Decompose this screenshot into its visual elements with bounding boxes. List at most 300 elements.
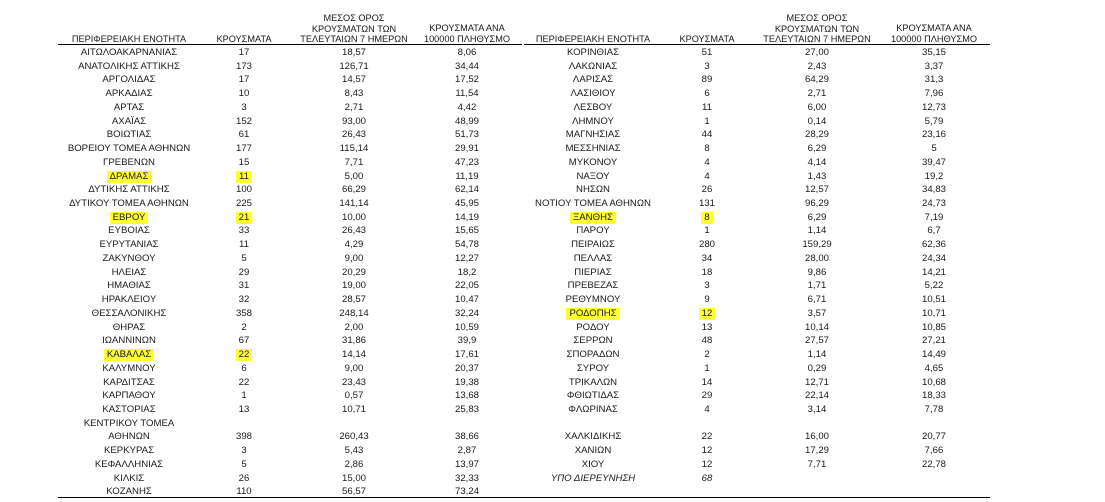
cell-cases: 100	[235, 184, 252, 196]
cell-avg7: 64,29	[804, 74, 829, 86]
cell-per100k: 6,7	[927, 225, 941, 237]
cell-per100k: 39,47	[921, 156, 946, 168]
cell-cases: 225	[235, 198, 252, 210]
cell-per100k: 5	[931, 143, 937, 155]
cell-cases: 18	[701, 266, 713, 278]
cell-avg7: 5,00	[344, 170, 364, 182]
cell-avg7	[758, 417, 876, 431]
cell-region: ΚΑΡΔΙΤΣΑΣ	[103, 376, 155, 388]
cell-avg7	[758, 472, 876, 486]
cell-cases: 1	[241, 390, 247, 402]
cell-cases: 26	[238, 472, 250, 484]
cell-cases: 4	[704, 403, 710, 415]
cell-avg7: 2,71	[807, 88, 827, 100]
cell-region: ΔΡΑΜΑΣ	[58, 170, 200, 184]
cell-cases: 2	[704, 349, 710, 361]
table-row	[0, 46, 1105, 60]
cell-region: ΝΑΞΟΥ	[576, 170, 610, 182]
cell-region: ΚΑΣΤΟΡΙΑΣ	[102, 403, 156, 415]
cell-per100k: 34,83	[921, 184, 946, 196]
cell-region: ΥΠΟ ΔΙΕΡΕΥΝΗΣΗ	[550, 472, 636, 484]
cell-cases: 29	[701, 390, 713, 402]
header-region-right: ΠΕΡΙΦΕΡΕΙΑΚΗ ΕΝΟΤΗΤΑ	[535, 34, 651, 44]
cell-avg7: 19,00	[341, 280, 366, 292]
cell-cases: 11	[239, 239, 249, 251]
cell-region: ΛΑΡΙΣΑΣ	[572, 74, 614, 86]
cell-region: ΧΑΛΚΙΔΙΚΗΣ	[564, 431, 622, 443]
cell-per100k: 23,16	[921, 129, 946, 141]
cell-avg7: 2,43	[807, 60, 827, 72]
cell-cases: 8	[664, 211, 750, 225]
cell-per100k: 2,87	[457, 445, 477, 457]
cell-per100k: 4,42	[457, 101, 477, 113]
table-row	[0, 307, 1105, 321]
cell-cases: 34	[701, 252, 713, 264]
table-row	[0, 472, 1105, 486]
cell-region: ΓΡΕΒΕΝΩΝ	[103, 156, 155, 168]
cell-avg7: 260,43	[339, 431, 369, 443]
cell-avg7: 22,14	[804, 390, 829, 402]
cell-cases: 8	[704, 143, 710, 155]
cell-per100k: 35,15	[921, 47, 946, 58]
header-cases-left: ΚΡΟΥΣΜΑΤΑ	[216, 34, 272, 44]
cell-cases: 177	[235, 143, 252, 155]
cell-region: ΙΩΑΝΝΙΝΩΝ	[102, 335, 156, 347]
cell-per100k: 7,96	[924, 88, 944, 100]
cell-region: ΡΟΔΟΠΗΣ	[522, 307, 664, 321]
cell-per100k: 10,68	[921, 376, 946, 388]
cell-avg7: 10,71	[341, 403, 366, 415]
cell-region: ΤΡΙΚΑΛΩΝ	[568, 376, 618, 388]
table-row	[0, 211, 1105, 225]
cell-per100k: 10,59	[454, 321, 479, 333]
cell-avg7: 12,71	[804, 376, 829, 388]
cell-per100k: 24,73	[921, 198, 946, 210]
cell-avg7: 27,00	[804, 47, 829, 58]
cell-cases: 17	[238, 47, 250, 58]
cell-avg7: 8,43	[344, 88, 364, 100]
cell-region: ΛΑΚΩΝΙΑΣ	[568, 60, 618, 72]
cell-per100k: 62,36	[921, 239, 946, 251]
bottom-rule	[58, 497, 990, 498]
cell-region: ΑΘΗΝΩΝ	[108, 431, 150, 443]
cell-per100k: 45,95	[454, 198, 479, 210]
cell-avg7: 9,00	[344, 252, 364, 264]
cell-cases: 3	[241, 101, 247, 113]
cell-cases: 11	[200, 170, 288, 184]
cell-per100k: 39,9	[457, 335, 477, 347]
cell-region: ΚΑΡΠΑΘΟΥ	[102, 390, 156, 402]
cell-cases: 22	[701, 431, 713, 443]
cell-per100k: 14,21	[921, 266, 946, 278]
cell-per100k: 7,19	[924, 211, 944, 223]
cell-cases: 12	[664, 307, 750, 321]
cell-per100k: 4,65	[924, 362, 944, 374]
cell-region: ΒΟΡΕΙΟΥ ΤΟΜΕΑ ΑΘΗΝΩΝ	[67, 143, 191, 155]
cell-avg7: 115,14	[339, 143, 369, 155]
cell-avg7: 9,86	[807, 266, 827, 278]
header-rule-right	[524, 44, 990, 45]
cell-cases: 173	[235, 60, 252, 72]
table-row	[0, 430, 1105, 444]
cell-per100k: 24,34	[921, 252, 946, 264]
table-row	[0, 458, 1105, 472]
cell-per100k: 14,49	[921, 349, 946, 361]
cell-per100k: 19,38	[454, 376, 479, 388]
cell-cases: 17	[238, 74, 250, 86]
cell-per100k: 10,71	[921, 307, 946, 319]
cell-avg7: 18,57	[341, 47, 366, 58]
cell-cases: 3	[241, 445, 247, 457]
cell-region: ΑΡΓΟΛΙΔΑΣ	[102, 74, 156, 86]
cell-region: ΑΙΤΩΛΟΑΚΑΡΝΑΝΙΑΣ	[80, 47, 178, 58]
cell-avg7: 126,71	[339, 60, 369, 72]
cell-region: ΠΕΙΡΑΙΩΣ	[571, 239, 615, 251]
cell-cases: 61	[238, 129, 250, 141]
cell-cases: 4	[704, 156, 710, 168]
cell-avg7: 6,71	[807, 294, 827, 306]
cell-per100k: 12,73	[921, 101, 946, 113]
cell-per100k: 17,61	[454, 349, 479, 361]
cell-region: ΗΡΑΚΛΕΙΟΥ	[101, 294, 157, 306]
cell-per100k: 18,2	[457, 266, 477, 278]
cell-per100k: 20,77	[921, 431, 946, 443]
cell-cases: 5	[241, 252, 247, 264]
cell-avg7: 96,29	[804, 198, 829, 210]
table-row	[0, 142, 1105, 156]
table-row	[0, 293, 1105, 307]
cell-avg7: 5,43	[344, 445, 364, 457]
cell-per100k: 20,37	[454, 362, 479, 374]
cell-per100k: 13,68	[454, 390, 479, 402]
cell-region: ΞΑΝΘΗΣ	[522, 211, 664, 225]
cell-region: ΔΥΤΙΚΗΣ ΑΤΤΙΚΗΣ	[88, 184, 170, 196]
header-region-left: ΠΕΡΙΦΕΡΕΙΑΚΗ ΕΝΟΤΗΤΑ	[71, 34, 187, 44]
table-row	[0, 115, 1105, 129]
cell-region: ΗΛΕΙΑΣ	[111, 266, 147, 278]
cell-avg7: 15,00	[341, 472, 366, 484]
cell-avg7: 0,57	[344, 390, 364, 402]
cell-avg7: 26,43	[341, 225, 366, 237]
cell-avg7: 3,14	[807, 403, 827, 415]
header-per100k-right: ΚΡΟΥΣΜΑΤΑ ΑΝΑ 100000 ΠΛΗΘΥΣΜΟ	[890, 23, 978, 44]
cell-cases: 13	[238, 403, 250, 415]
cell-cases: 398	[235, 431, 252, 443]
cell-per100k: 54,78	[454, 239, 479, 251]
cell-avg7: 159,29	[802, 239, 832, 251]
header-cases-right: ΚΡΟΥΣΜΑΤΑ	[679, 34, 735, 44]
cell-avg7: 6,29	[807, 143, 827, 155]
cell-region: ΒΟΙΩΤΙΑΣ	[106, 129, 152, 141]
cell-cases: 14	[701, 376, 713, 388]
cell-cases: 44	[701, 129, 713, 141]
table-row	[0, 224, 1105, 238]
cell-cases: 26	[701, 184, 713, 196]
cell-region: ΡΕΘΥΜΝΟΥ	[565, 294, 621, 306]
cell-avg7: 6,29	[807, 211, 827, 223]
cell-avg7: 28,57	[341, 294, 366, 306]
cell-per100k: 8,06	[457, 47, 477, 58]
header-avg7-right: ΜΕΣΟΣ ΟΡΟΣ ΚΡΟΥΣΜΑΤΩΝ ΤΩΝ ΤΕΛΕΥΤΑΙΩΝ 7 ΗΜΕΡΩΝ	[763, 13, 871, 44]
cell-cases	[664, 417, 750, 431]
cell-region: ΠΕΛΛΑΣ	[573, 252, 613, 264]
cell-per100k: 11,19	[455, 170, 479, 182]
cell-region: ΑΧΑΪΑΣ	[111, 115, 147, 127]
cell-cases: 31	[238, 280, 250, 292]
cell-per100k: 7,78	[924, 403, 944, 415]
table-row	[0, 60, 1105, 74]
cell-per100k: 14,19	[454, 211, 479, 223]
cell-avg7: 14,14	[341, 349, 366, 361]
cell-cases: 22	[200, 348, 288, 362]
table-row	[0, 128, 1105, 142]
cell-per100k: 32,24	[454, 307, 479, 319]
cell-per100k: 31,3	[924, 74, 944, 86]
cell-region: ΜΕΣΣΗΝΙΑΣ	[565, 143, 621, 155]
cell-avg7: 10,14	[804, 321, 829, 333]
cell-cases: 358	[235, 307, 252, 319]
header-rule-left	[58, 44, 522, 45]
cell-region: ΑΡΚΑΔΙΑΣ	[105, 88, 153, 100]
cell-region: ΑΡΤΑΣ	[113, 101, 145, 113]
cell-cases: 131	[698, 198, 715, 210]
cell-region: ΦΛΩΡΙΝΑΣ	[568, 403, 618, 415]
cell-avg7: 141,14	[339, 198, 369, 210]
cell-per100k: 73,24	[454, 486, 479, 498]
cell-per100k: 25,83	[454, 403, 479, 415]
cell-region: ΕΒΡΟΥ	[58, 211, 200, 225]
cell-avg7: 9,00	[344, 362, 364, 374]
cell-per100k	[876, 417, 992, 431]
header-avg7-left: ΜΕΣΟΣ ΟΡΟΣ ΚΡΟΥΣΜΑΤΩΝ ΤΩΝ ΤΕΛΕΥΤΑΙΩΝ 7 ΗΜΕΡΩΝ	[300, 13, 408, 44]
cell-region: ΛΑΣΙΘΙΟΥ	[570, 88, 616, 100]
cell-region: ΝΟΤΙΟΥ ΤΟΜΕΑ ΑΘΗΝΩΝ	[535, 198, 651, 210]
table-row	[0, 252, 1105, 266]
cell-region: ΚΕΡΚΥΡΑΣ	[103, 445, 154, 457]
cell-region: ΠΑΡΟΥ	[576, 225, 610, 237]
cell-cases: 32	[238, 294, 250, 306]
cell-cases: 3	[704, 280, 710, 292]
cell-region: ΚΟΖΑΝΗΣ	[106, 486, 152, 498]
cell-per100k: 10,51	[921, 294, 946, 306]
cell-per100k: 17,52	[454, 74, 479, 86]
cell-region: ΣΥΡΟΥ	[576, 362, 610, 374]
cell-region: ΖΑΚΥΝΘΟΥ	[102, 252, 156, 264]
cell-avg7: 7,71	[344, 156, 364, 168]
cell-region: ΕΥΡΥΤΑΝΙΑΣ	[99, 239, 159, 251]
cell-cases: 280	[698, 239, 715, 251]
cell-per100k: 29,91	[454, 143, 479, 155]
cell-cases: 33	[238, 225, 250, 237]
cell-avg7: 27,57	[804, 335, 829, 347]
cell-avg7: 31,86	[341, 335, 366, 347]
cell-avg7: 2,00	[344, 321, 364, 333]
cell-per100k: 22,78	[921, 458, 946, 470]
cell-avg7: 20,29	[341, 266, 366, 278]
table-row	[0, 348, 1105, 362]
cell-per100k: 48,99	[454, 115, 479, 127]
cell-avg7: 3,57	[807, 307, 827, 319]
cell-avg7: 248,14	[339, 307, 369, 319]
cell-region: ΦΘΙΩΤΙΔΑΣ	[566, 390, 620, 402]
cell-avg7: 93,00	[341, 115, 366, 127]
cell-region: ΗΜΑΘΙΑΣ	[107, 280, 151, 292]
cell-cases: 10	[238, 88, 250, 100]
cell-cases: 11	[702, 101, 712, 113]
cell-per100k: 10,85	[921, 321, 946, 333]
cell-region: ΚΕΦΑΛΛΗΝΙΑΣ	[94, 458, 164, 470]
cell-cases: 1	[704, 225, 710, 237]
cell-per100k	[876, 472, 992, 486]
table-row	[0, 376, 1105, 390]
table-row	[0, 183, 1105, 197]
cell-avg7: 10,00	[341, 211, 366, 223]
cell-cases: 2	[241, 321, 247, 333]
cell-per100k: 12,27	[454, 252, 479, 264]
cell-cases: 5	[241, 458, 247, 470]
cell-cases: 21	[200, 211, 288, 225]
cell-region: ΧΙΟΥ	[581, 458, 605, 470]
cell-region: ΔΥΤΙΚΟΥ ΤΟΜΕΑ ΑΘΗΝΩΝ	[69, 198, 189, 210]
cell-per100k: 51,73	[454, 129, 479, 141]
cell-avg7: 4,14	[807, 156, 827, 168]
cell-avg7: 66,29	[341, 184, 366, 196]
cell-per100k: 10,47	[454, 294, 479, 306]
cell-avg7: 28,29	[804, 129, 829, 141]
cell-cases: 51	[701, 47, 713, 58]
cell-avg7: 2,86	[344, 458, 364, 470]
cell-region: ΣΕΡΡΩΝ	[573, 335, 613, 347]
cell-per100k: 27,21	[921, 335, 946, 347]
cell-region: ΜΥΚΟΝΟΥ	[568, 156, 618, 168]
cell-avg7: 4,29	[344, 239, 364, 251]
cell-region: ΜΑΓΝΗΣΙΑΣ	[565, 129, 621, 141]
cell-avg7: 17,29	[804, 445, 829, 457]
cell-avg7: 6,00	[807, 101, 827, 113]
table-row	[0, 73, 1105, 87]
table-row	[0, 389, 1105, 403]
cell-per100k: 19,2	[924, 170, 944, 182]
table-row	[0, 403, 1105, 417]
cell-cases: 15	[238, 156, 250, 168]
cell-per100k: 3,37	[924, 60, 944, 72]
cell-region: ΝΗΣΩΝ	[576, 184, 610, 196]
table-row	[0, 170, 1105, 184]
cell-region: ΧΑΝΙΩΝ	[574, 445, 612, 457]
cell-cases: 6	[704, 88, 710, 100]
table-row	[0, 197, 1105, 211]
cell-avg7: 12,57	[804, 184, 829, 196]
cell-region	[522, 417, 664, 431]
cell-avg7: 1,14	[807, 349, 827, 361]
table-row	[0, 266, 1105, 280]
cell-cases: 1	[704, 115, 710, 127]
table-row	[0, 321, 1105, 335]
cell-per100k: 15,65	[454, 225, 479, 237]
cell-per100k: 62,14	[454, 184, 479, 196]
table-row	[0, 101, 1105, 115]
cell-cases: 67	[238, 335, 250, 347]
cell-cases: 22	[238, 376, 250, 388]
cell-per100k: 22,05	[454, 280, 479, 292]
cell-avg7: 56,57	[341, 486, 366, 498]
cell-region: ΘΗΡΑΣ	[112, 321, 146, 333]
cell-per100k: 47,23	[454, 156, 479, 168]
table-row	[0, 238, 1105, 252]
cell-region: ΚΑΛΥΜΝΟΥ	[102, 362, 156, 374]
table-row	[0, 334, 1105, 348]
cell-per100k: 34,44	[454, 60, 479, 72]
cell-region: ΚΙΛΚΙΣ	[113, 472, 145, 484]
cell-avg7: 1,43	[807, 170, 827, 182]
cell-cases: 1	[704, 362, 710, 374]
cell-cases: 152	[235, 115, 252, 127]
cell-per100k: 5,22	[924, 280, 944, 292]
cell-avg7: 0,29	[807, 362, 827, 374]
cell-avg7: 0,14	[807, 115, 827, 127]
cell-region: ΠΡΕΒΕΖΑΣ	[567, 280, 619, 292]
cell-cases: 89	[701, 74, 713, 86]
cell-cases: 48	[701, 335, 713, 347]
cell-region: ΕΥΒΟΙΑΣ	[108, 225, 150, 237]
cell-per100k: 32,33	[454, 472, 479, 484]
cell-region: ΠΙΕΡΙΑΣ	[574, 266, 612, 278]
cell-avg7: 1,71	[807, 280, 827, 292]
cell-avg7: 1,14	[807, 225, 827, 237]
cell-region: ΛΗΜΝΟΥ	[572, 115, 614, 127]
table-row	[0, 417, 1105, 431]
table-row	[0, 279, 1105, 293]
cell-cases: 68	[701, 472, 713, 484]
cell-per100k: 11,54	[455, 88, 479, 100]
cell-region: ΚΕΝΤΡΙΚΟΥ ΤΟΜΕΑ	[83, 417, 175, 429]
cell-region: ΚΟΡΙΝΘΙΑΣ	[566, 47, 620, 58]
cell-region: ΚΑΒΑΛΑΣ	[58, 348, 200, 362]
cell-region: ΣΠΟΡΑΔΩΝ	[566, 349, 620, 361]
cell-avg7: 23,43	[341, 376, 366, 388]
cell-cases: 3	[704, 60, 710, 72]
cell-per100k: 5,79	[924, 115, 944, 127]
cell-region: ΑΝΑΤΟΛΙΚΗΣ ΑΤΤΙΚΗΣ	[78, 60, 180, 72]
cell-per100k: 13,97	[454, 458, 479, 470]
cell-avg7: 2,71	[344, 101, 364, 113]
cell-cases: 13	[701, 321, 713, 333]
cell-per100k: 7,66	[924, 445, 944, 457]
table-row	[0, 87, 1105, 101]
table-row	[0, 156, 1105, 170]
cell-per100k: 18,33	[921, 390, 946, 402]
cell-cases: 110	[236, 486, 252, 498]
cell-avg7: 7,71	[807, 458, 827, 470]
cell-region: ΘΕΣΣΑΛΟΝΙΚΗΣ	[91, 307, 167, 319]
cell-cases: 12	[701, 445, 713, 457]
cell-region: ΛΕΣΒΟΥ	[573, 101, 613, 113]
cell-region: ΡΟΔΟΥ	[576, 321, 610, 333]
table-row	[0, 444, 1105, 458]
cell-per100k: 38,66	[454, 431, 479, 443]
cell-cases: 9	[704, 294, 710, 306]
cell-avg7: 14,57	[341, 74, 366, 86]
cell-avg7: 28,00	[804, 252, 829, 264]
cell-cases: 6	[241, 362, 247, 374]
cell-cases: 29	[238, 266, 250, 278]
cell-cases: 4	[704, 170, 710, 182]
cell-avg7: 16,00	[804, 431, 829, 443]
cell-cases: 12	[701, 458, 713, 470]
cell-avg7: 26,43	[341, 129, 366, 141]
table-row	[0, 362, 1105, 376]
header-per100k-left: ΚΡΟΥΣΜΑΤΑ ΑΝΑ 100000 ΠΛΗΘΥΣΜΟ	[423, 23, 511, 44]
